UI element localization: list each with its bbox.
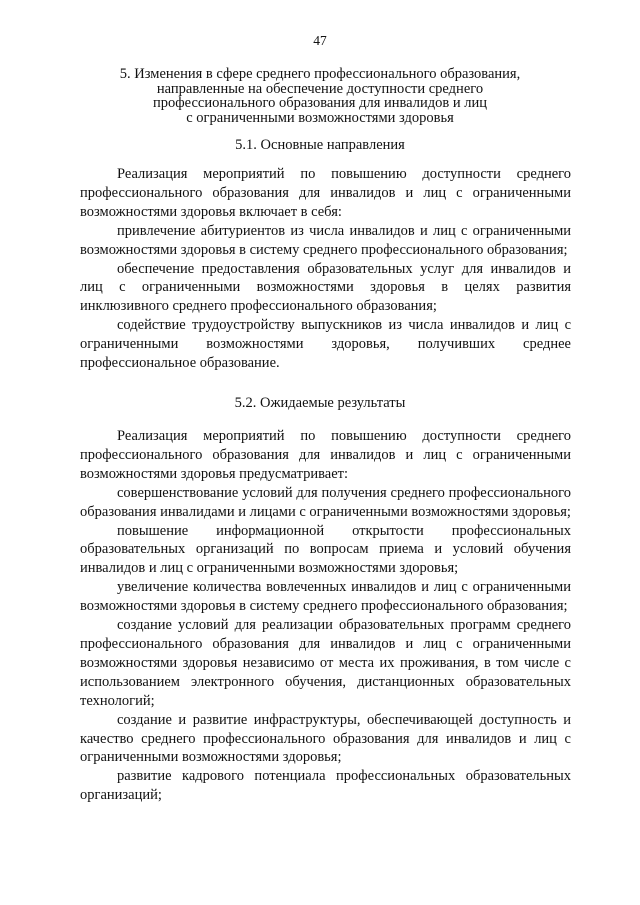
subsection-title-expected-results: 5.2. Ожидаемые результаты [234,395,406,411]
list-item: развитие кадрового потенциала профессиональных образовательных организаций; [80,768,571,804]
section-title [60,67,580,125]
paragraph: Реализация мероприятий по повышению доступности среднего профессионального образования для инвалидов и лиц с ограниченными возможностями здоровья включает в себя: [80,166,571,220]
list-item: содействие трудоустройству выпускников из числа инвалидов и лиц с ограниченными возможностями здоровья, получивших среднее профессиональное образование. [80,317,571,372]
list-item: повышение информационной открытости профессиональных образовательных организаций по вопросам приема и условий обучения инвалидов и лиц с ограниченными возможностями здоровья; [80,522,571,577]
list-item: увеличение количества вовлеченных инвалидов и лиц с ограниченными возможностями здоровья в систему среднего профессионального образования; [80,579,571,615]
list-item: создание и развитие инфраструктуры, обеспечивающей доступность и качество среднего профессионального образования для инвалидов и лиц с ограниченными возможностями здоровья; [80,711,571,766]
list-item: совершенствование условий для получения среднего профессионального образования инвалидами и лицами с ограниченными возможностями здоровья; [80,484,571,520]
section-title-line-3: профессионального образования для инвалидов и лиц [153,95,487,111]
subsection-title-main-directions: 5.1. Основные направления [235,137,405,153]
subsection-expected-results-body [80,427,571,805]
section-title-line-1: 5. Изменения в сфере среднего профессионального образования, [119,66,521,82]
section-title-line-4: с ограниченными возможностями здоровья [186,109,454,126]
subsection-main-directions-body [80,165,571,373]
section-title-line-2: направленные на обеспечение доступности среднего [156,80,484,97]
list-item: создание условий для реализации образовательных программ среднего профессионального образования для инвалидов и лиц с ограниченными возможностями здоровья независимо от места их проживания, в том числе с использованием электронного обучения, дистанционных образовательных технологий; [80,617,571,709]
page-number: 47 [313,33,327,48]
list-item: обеспечение предоставления образовательных услуг для инвалидов и лиц с ограниченными возможностями здоровья в целях развития инклюзивного среднего профессионального образования; [80,260,571,315]
list-item: привлечение абитуриентов из числа инвалидов и лиц с ограниченными возможностями здоровья в систему среднего профессионального образования; [80,222,571,258]
paragraph: Реализация мероприятий по повышению доступности среднего профессионального образования для инвалидов и лиц с ограниченными возможностями здоровья предусматривает: [80,428,571,482]
